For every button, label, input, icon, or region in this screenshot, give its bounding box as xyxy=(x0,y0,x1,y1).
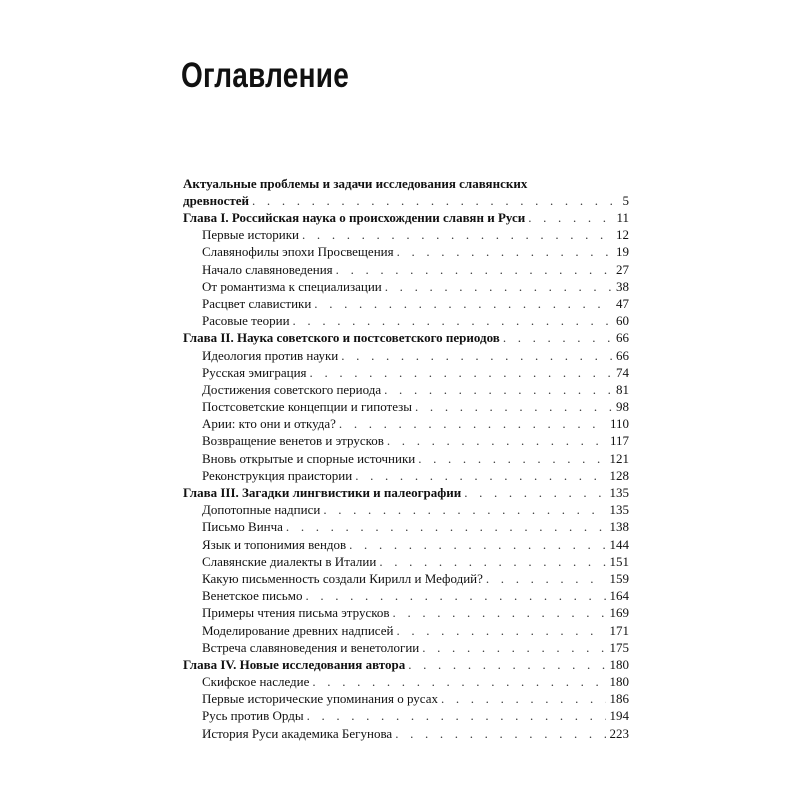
toc-section[interactable] xyxy=(183,725,629,742)
toc-page-number: 144 xyxy=(609,536,629,552)
toc-page-number: 117 xyxy=(609,433,629,449)
toc-page-number: 159 xyxy=(609,570,629,586)
toc-page-number: 38 xyxy=(616,278,629,294)
toc-section[interactable] xyxy=(183,381,629,398)
dot-leader xyxy=(379,553,605,570)
toc-section[interactable] xyxy=(183,518,629,535)
toc-page-number: 5 xyxy=(622,193,629,208)
toc-page-number: 180 xyxy=(609,674,629,690)
toc-section-title: Русь против Орды xyxy=(202,708,304,724)
toc-chapter-1[interactable] xyxy=(183,209,629,226)
toc-section-title: Начало славяноведения xyxy=(202,261,333,277)
dot-leader xyxy=(384,381,612,398)
toc-section-title: Примеры чтения письма этрусков xyxy=(202,605,390,621)
toc-section[interactable] xyxy=(183,432,629,449)
toc-section[interactable] xyxy=(183,570,629,587)
toc-section[interactable] xyxy=(183,450,629,467)
toc-chapter-3[interactable] xyxy=(183,484,629,501)
toc-section[interactable] xyxy=(183,295,629,312)
toc-section-title: Достижения советского периода xyxy=(202,381,382,397)
dot-leader xyxy=(408,656,605,673)
toc-page-number: 121 xyxy=(609,450,629,466)
toc-section[interactable] xyxy=(183,587,629,604)
dot-leader xyxy=(286,518,606,535)
dot-leader xyxy=(310,364,612,381)
toc-page-number: 19 xyxy=(616,244,629,260)
toc-section[interactable] xyxy=(183,243,629,260)
dot-leader xyxy=(341,347,612,364)
dot-leader xyxy=(415,398,612,415)
toc-section-title: Славянские диалекты в Италии xyxy=(202,553,377,569)
dot-leader xyxy=(418,450,605,467)
toc-page-number: 169 xyxy=(609,605,629,621)
dot-leader xyxy=(503,329,612,346)
dot-leader xyxy=(293,312,612,329)
toc-section[interactable] xyxy=(183,673,629,690)
dot-leader xyxy=(355,467,605,484)
dot-leader xyxy=(339,415,606,432)
dot-leader xyxy=(441,690,606,707)
toc-page-number: 164 xyxy=(609,588,629,604)
toc-section-title: Идеология против науки xyxy=(202,347,339,363)
toc-page-number: 98 xyxy=(616,399,629,415)
toc-section-title: Язык и топонимия вендов xyxy=(202,536,347,552)
toc-page-number: 135 xyxy=(609,502,629,518)
toc-section[interactable] xyxy=(183,536,629,553)
toc-page-number: 138 xyxy=(609,519,629,535)
toc-section-title: Постсоветские концепции и гипотезы xyxy=(202,399,413,415)
toc-section-title: Первые исторические упоминания о русах xyxy=(202,691,438,707)
table-of-contents xyxy=(183,176,629,742)
toc-chapter-title: Глава II. Наука советского и постсоветского периодов xyxy=(183,330,500,346)
page-title: Оглавление xyxy=(181,56,350,95)
toc-section-title: Венетское письмо xyxy=(202,588,303,604)
toc-section-title: Расцвет славистики xyxy=(202,295,312,311)
toc-section[interactable] xyxy=(183,347,629,364)
toc-section[interactable] xyxy=(183,604,629,621)
toc-section[interactable] xyxy=(183,261,629,278)
toc-page-number: 194 xyxy=(609,708,629,724)
dot-leader xyxy=(422,639,605,656)
toc-section-title: Арии: кто они и откуда? xyxy=(202,416,336,432)
toc-section-title: Первые историки xyxy=(202,227,300,243)
toc-page-number: 110 xyxy=(609,416,629,432)
toc-page-number: 175 xyxy=(609,639,629,655)
toc-section[interactable] xyxy=(183,226,629,243)
toc-page-number: 47 xyxy=(616,295,629,311)
dot-leader xyxy=(464,484,605,501)
toc-section-title: Русская эмиграция xyxy=(202,364,307,380)
toc-page-number: 27 xyxy=(616,261,629,277)
toc-section[interactable] xyxy=(183,312,629,329)
toc-page-number: 60 xyxy=(616,313,629,329)
toc-section-title: Какую письменность создали Кирилл и Мефодий? xyxy=(202,570,483,586)
dot-leader xyxy=(397,243,612,260)
dot-leader xyxy=(314,295,612,312)
toc-chapter-title: Глава III. Загадки лингвистики и палеографии xyxy=(183,485,462,500)
toc-intro-title-line2: древностей xyxy=(183,193,250,208)
toc-section-title: От романтизма к специализации xyxy=(202,278,382,294)
toc-page-number: 128 xyxy=(609,467,629,483)
dot-leader xyxy=(323,501,605,518)
toc-section[interactable] xyxy=(183,707,629,724)
toc-page-number: 186 xyxy=(609,691,629,707)
toc-page-number: 135 xyxy=(609,485,629,500)
dot-leader xyxy=(252,192,618,209)
toc-page-number: 66 xyxy=(616,347,629,363)
dot-leader xyxy=(385,278,612,295)
toc-section[interactable] xyxy=(183,639,629,656)
toc-intro-entry[interactable] xyxy=(183,176,629,209)
toc-section[interactable] xyxy=(183,364,629,381)
toc-chapter-title: Глава IV. Новые исследования автора xyxy=(183,656,406,672)
dot-leader xyxy=(486,570,606,587)
dot-leader xyxy=(396,622,605,639)
toc-page-number: 12 xyxy=(616,227,629,243)
toc-intro-title-line2-row xyxy=(183,192,629,209)
toc-page-number: 66 xyxy=(616,330,629,346)
dot-leader xyxy=(395,725,605,742)
toc-section[interactable] xyxy=(183,690,629,707)
toc-section-title: Возвращение венетов и этрусков xyxy=(202,433,384,449)
toc-section-title: Реконструкция праистории xyxy=(202,467,353,483)
toc-section[interactable] xyxy=(183,622,629,639)
dot-leader xyxy=(305,587,605,604)
toc-page-number: 11 xyxy=(616,210,629,225)
toc-section-title: Моделирование древних надписей xyxy=(202,622,394,638)
toc-page-number: 151 xyxy=(609,553,629,569)
toc-chapter-4[interactable] xyxy=(183,656,629,673)
toc-section[interactable] xyxy=(183,553,629,570)
toc-section[interactable] xyxy=(183,467,629,484)
dot-leader xyxy=(312,673,605,690)
toc-chapter-2[interactable] xyxy=(183,329,629,346)
toc-section[interactable] xyxy=(183,278,629,295)
toc-section-title: Славянофилы эпохи Просвещения xyxy=(202,244,394,260)
dot-leader xyxy=(307,707,606,724)
toc-section-title: История Руси академика Бегунова xyxy=(202,725,393,741)
toc-intro-title-line1: Актуальные проблемы и задачи исследования славянских xyxy=(183,176,528,191)
toc-section-title: Скифское наследие xyxy=(202,674,310,690)
toc-section-title: Допотопные надписи xyxy=(202,502,321,518)
toc-page-number: 171 xyxy=(609,622,629,638)
dot-leader xyxy=(336,261,612,278)
toc-section-title: Расовые теории xyxy=(202,313,290,329)
toc-section-title: Встреча славяноведения и венетологии xyxy=(202,639,420,655)
toc-page-number: 81 xyxy=(616,381,629,397)
dot-leader xyxy=(302,226,612,243)
toc-section[interactable] xyxy=(183,415,629,432)
toc-section-title: Письмо Винча xyxy=(202,519,283,535)
toc-section[interactable] xyxy=(183,501,629,518)
toc-section-title: Вновь открытые и спорные источники xyxy=(202,450,416,466)
toc-chapter-title: Глава I. Российская наука о происхождении славян и Руси xyxy=(183,210,526,225)
toc-section[interactable] xyxy=(183,398,629,415)
dot-leader xyxy=(528,209,612,226)
dot-leader xyxy=(387,432,606,449)
dot-leader xyxy=(349,536,605,553)
toc-page-number: 223 xyxy=(609,725,629,741)
dot-leader xyxy=(393,604,606,621)
toc-page-number: 180 xyxy=(609,656,629,672)
toc-page-number: 74 xyxy=(616,364,629,380)
